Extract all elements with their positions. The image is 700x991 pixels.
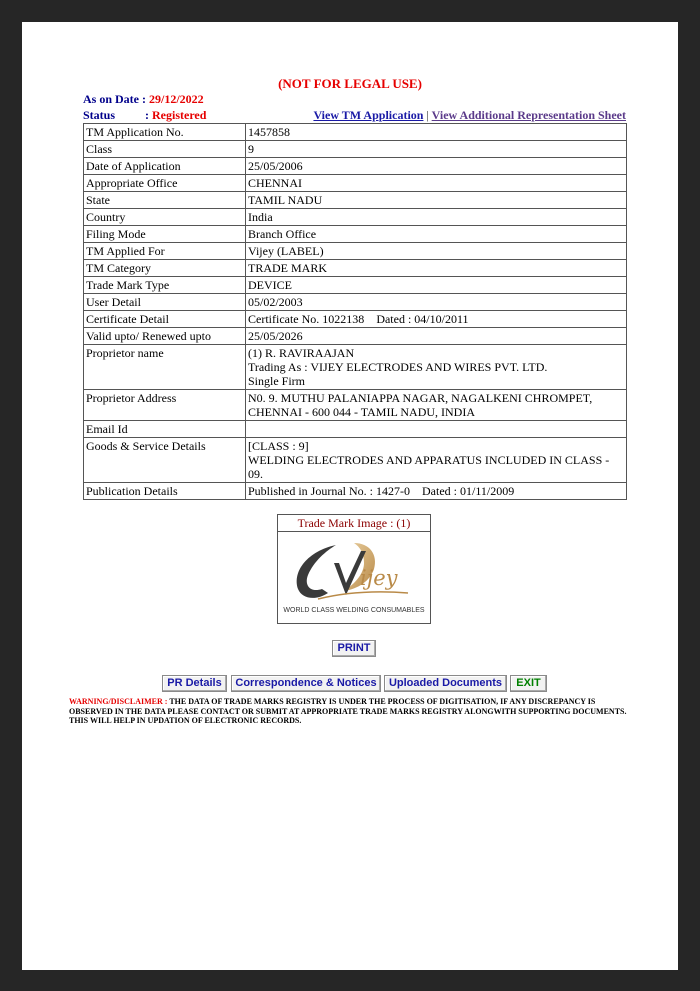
certificate-dated: Dated : 04/10/2011 — [376, 312, 469, 326]
field-label: Email Id — [84, 421, 246, 438]
correspondence-notices-button[interactable]: Correspondence & Notices — [231, 675, 381, 692]
table-row — [84, 141, 627, 158]
field-label: Date of Application — [84, 158, 246, 175]
field-value — [246, 483, 627, 500]
table-row — [84, 243, 627, 260]
trade-mark-image-title: Trade Mark Image : (1) — [278, 515, 430, 532]
trade-mark-details-table — [83, 123, 627, 500]
not-for-legal-use-heading: (NOT FOR LEGAL USE) — [278, 76, 422, 91]
vijey-logo — [278, 533, 430, 623]
table-row — [84, 328, 627, 345]
publication-dated: Dated : 01/11/2009 — [422, 484, 515, 498]
field-label: Goods & Service Details — [84, 438, 246, 483]
table-row — [84, 311, 627, 328]
uploaded-documents-button[interactable]: Uploaded Documents — [384, 675, 507, 692]
logo-underline — [318, 592, 408, 599]
warning-text: THE DATA OF TRADE MARKS REGISTRY IS UNDER THE PROCESS OF DIGITISATION, IF ANY DISCREPANCY IS OBSERVED IN THE DATA PLEASE CONTACT OR SUBMIT AT APPROPRIATE TRADE MARKS REGISTRY ALONGWITH SUPPORTING DOCUMENTS. THIS WILL HELP IN UPDATION OF ELECTRONIC RECORDS. — [69, 697, 627, 725]
field-label: Proprietor Address — [84, 390, 246, 421]
field-label: Proprietor name — [84, 345, 246, 390]
field-value — [246, 390, 627, 421]
as-on-date-value: 29/12/2022 — [149, 92, 204, 106]
table-row — [84, 277, 627, 294]
table-row — [84, 192, 627, 209]
logo-wordmark: ijey — [360, 566, 398, 590]
table-row — [84, 260, 627, 277]
logo-tagline: WORLD CLASS WELDING CONSUMABLES — [283, 607, 425, 614]
page — [22, 22, 678, 970]
field-value — [246, 421, 627, 438]
field-label: Filing Mode — [84, 226, 246, 243]
field-value — [246, 345, 627, 390]
as-on-date — [83, 92, 204, 107]
field-value: Branch Office — [246, 226, 627, 243]
field-label: Appropriate Office — [84, 175, 246, 192]
field-label: Class — [84, 141, 246, 158]
field-value: DEVICE — [246, 277, 627, 294]
status-value: Registered — [152, 108, 207, 122]
table-row — [84, 175, 627, 192]
field-value: 1457858 — [246, 124, 627, 141]
warning-disclaimer — [69, 697, 637, 726]
proprietor-name-line: (1) R. RAVIRAAJAN — [248, 346, 355, 360]
view-tm-application-link[interactable]: View TM Application — [313, 108, 424, 122]
field-value: 9 — [246, 141, 627, 158]
address-line: N0. 9. MUTHU PALANIAPPA NAGAR, NAGALKENI CHROMPET, — [248, 391, 593, 405]
goods-class: [CLASS : 9] — [248, 439, 309, 453]
goods-description: WELDING ELECTRODES AND APPARATUS INCLUDED IN CLASS - 09. — [248, 453, 610, 481]
field-label: Country — [84, 209, 246, 226]
field-label: Publication Details — [84, 483, 246, 500]
as-on-date-label: As on Date : — [83, 92, 146, 106]
pr-details-button[interactable]: PR Details — [162, 675, 227, 692]
status-line — [83, 108, 206, 123]
field-label: Valid upto/ Renewed upto — [84, 328, 246, 345]
field-value — [246, 438, 627, 483]
field-label: TM Category — [84, 260, 246, 277]
journal-number: Published in Journal No. : 1427-0 — [248, 484, 410, 498]
address-line: CHENNAI - 600 044 - TAMIL NADU, INDIA — [248, 405, 476, 419]
table-row — [84, 226, 627, 243]
field-value: Vijey (LABEL) — [246, 243, 627, 260]
field-value: TAMIL NADU — [246, 192, 627, 209]
table-row — [84, 438, 627, 483]
table-row — [84, 421, 627, 438]
table-row — [84, 124, 627, 141]
field-label: TM Applied For — [84, 243, 246, 260]
link-separator: | — [426, 108, 429, 122]
logo-swoosh-dark — [297, 545, 336, 598]
field-label: Trade Mark Type — [84, 277, 246, 294]
field-value: India — [246, 209, 627, 226]
field-label: State — [84, 192, 246, 209]
field-value: 25/05/2026 — [246, 328, 627, 345]
view-additional-representation-link[interactable]: View Additional Representation Sheet — [431, 108, 626, 122]
exit-button[interactable]: EXIT — [510, 675, 547, 692]
field-value: CHENNAI — [246, 175, 627, 192]
print-button[interactable]: PRINT — [332, 640, 376, 657]
field-value: 25/05/2006 — [246, 158, 627, 175]
proprietor-firm-type: Single Firm — [248, 374, 306, 388]
table-row — [84, 294, 627, 311]
table-row — [84, 158, 627, 175]
field-value: 05/02/2003 — [246, 294, 627, 311]
status-separator: : — [145, 108, 149, 122]
certificate-number: Certificate No. 1022138 — [248, 312, 365, 326]
field-label: User Detail — [84, 294, 246, 311]
table-row — [84, 483, 627, 500]
proprietor-trading-as: Trading As : VIJEY ELECTRODES AND WIRES PVT. LTD. — [248, 360, 548, 374]
table-row — [84, 345, 627, 390]
field-value — [246, 311, 627, 328]
warning-label: WARNING/DISCLAIMER : — [69, 697, 168, 706]
status-label: Status — [83, 108, 116, 122]
field-label: Certificate Detail — [84, 311, 246, 328]
table-row — [84, 390, 627, 421]
field-label: TM Application No. — [84, 124, 246, 141]
field-value: TRADE MARK — [246, 260, 627, 277]
table-row — [84, 209, 627, 226]
header-links — [313, 108, 626, 123]
trade-mark-image-box — [277, 514, 431, 624]
